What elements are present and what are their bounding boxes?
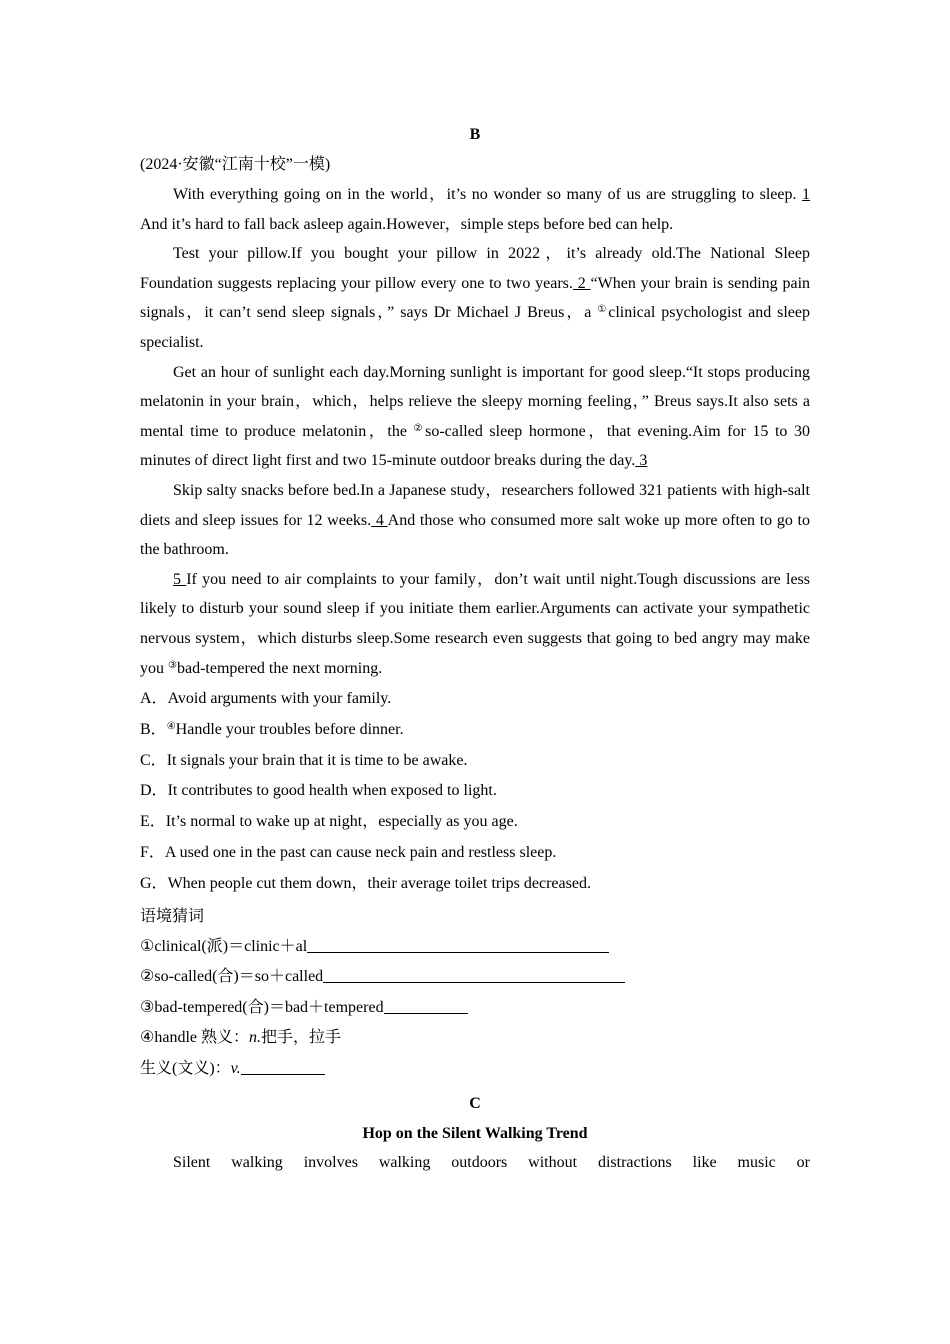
section-c-paragraph-1: Silent walking involves walking outdoors without distractions like music or bbox=[173, 1153, 810, 1171]
answer-line-1[interactable] bbox=[307, 934, 609, 953]
option-b: B．④Handle your troubles before dinner. bbox=[140, 720, 404, 738]
footnote-mark-1: ① bbox=[597, 304, 609, 316]
blank-5: 5 bbox=[173, 570, 187, 588]
footnote-mark-2: ② bbox=[413, 422, 426, 434]
answer-line-3[interactable] bbox=[384, 995, 468, 1014]
blank-3: 3 bbox=[635, 452, 648, 470]
vocab-item-4: ④handle 熟义：n.把手，拉手 bbox=[140, 1029, 342, 1047]
option-a: A．Avoid arguments with your family. bbox=[140, 690, 392, 708]
passage-paragraph-1: With everything going on in the world，it’s no wonder so many of us are struggling to sleep. 1 And it’s hard to fall back asleep again.However，simple steps before bed can help. bbox=[140, 186, 811, 233]
source-line: (2024·安徽“江南十校”一模) bbox=[140, 156, 331, 173]
vocab-item-1: ①clinical(派)＝clinic＋al bbox=[140, 932, 810, 963]
option-f: F．A used one in the past can cause neck pain and restless sleep. bbox=[140, 844, 557, 862]
passage-paragraph-3: Get an hour of sunlight each day.Morning sunlight is important for good sleep.“It stops producing melatonin in your brain，which，helps relieve the sleepy morning feeling，” Breus says.It also sets a mental time to produce melatonin，the ②so-called sleep hormone，that evening.Aim for 15 to 30 minutes of direct light first and two 15-minute outdoor breaks during the day. 3 bbox=[140, 363, 810, 470]
blank-4: 4 bbox=[371, 511, 388, 529]
options-list bbox=[140, 684, 810, 900]
section-b-label: B bbox=[469, 126, 481, 143]
section-c-title: Hop on the Silent Walking Trend bbox=[362, 1124, 588, 1142]
footnote-mark-4: ④ bbox=[166, 720, 176, 732]
option-g: G．When people cut them down，their average toilet trips decreased. bbox=[140, 874, 591, 892]
passage-paragraph-4: Skip salty snacks before bed.In a Japanese study，researchers followed 321 patients with high-salt diets and sleep issues for 12 weeks. 4 And those who consumed more salt woke up more often to go to the bathroom. bbox=[140, 481, 810, 559]
blank-2: 2 bbox=[572, 274, 591, 292]
worksheet-page bbox=[140, 120, 810, 1177]
option-c: C．It signals your brain that it is time to be awake. bbox=[140, 751, 468, 769]
answer-line-2[interactable] bbox=[323, 964, 625, 983]
section-c-label: C bbox=[469, 1094, 481, 1112]
passage-paragraph-2: Test your pillow.If you bought your pillow in 2022，it’s already old.The National Sleep Foundation suggests replacing your pillow every one to two years. 2 “When your brain is sending pain signals，it can’t send sleep signals，” says Dr Michael J Breus，a ①clinical psychologist and sleep specialist. bbox=[140, 245, 811, 351]
answer-line-4[interactable] bbox=[241, 1056, 325, 1075]
vocab-item-5: 生义(文义)：v. bbox=[140, 1054, 810, 1085]
footnote-mark-3: ③ bbox=[168, 659, 177, 671]
option-e: E．It’s normal to wake up at night，especially as you age. bbox=[140, 813, 518, 831]
vocab-item-2: ②so-called(合)＝so＋called bbox=[140, 962, 810, 993]
vocab-title: 语境猜词 bbox=[140, 907, 205, 925]
blank-1: 1 bbox=[802, 186, 811, 203]
passage-paragraph-5: 5 If you need to air complaints to your family，don’t wait until night.Tough discussions are less likely to disturb your sound sleep if you initiate them earlier.Arguments can activate your sympathetic nervous system，which disturbs sleep.Some research even suggests that going to bed angry may make you ③bad-tempered the next morning. bbox=[140, 570, 810, 677]
option-d: D．It contributes to good health when exposed to light. bbox=[140, 782, 497, 800]
vocab-item-3: ③bad-tempered(合)＝bad＋tempered bbox=[140, 993, 810, 1024]
